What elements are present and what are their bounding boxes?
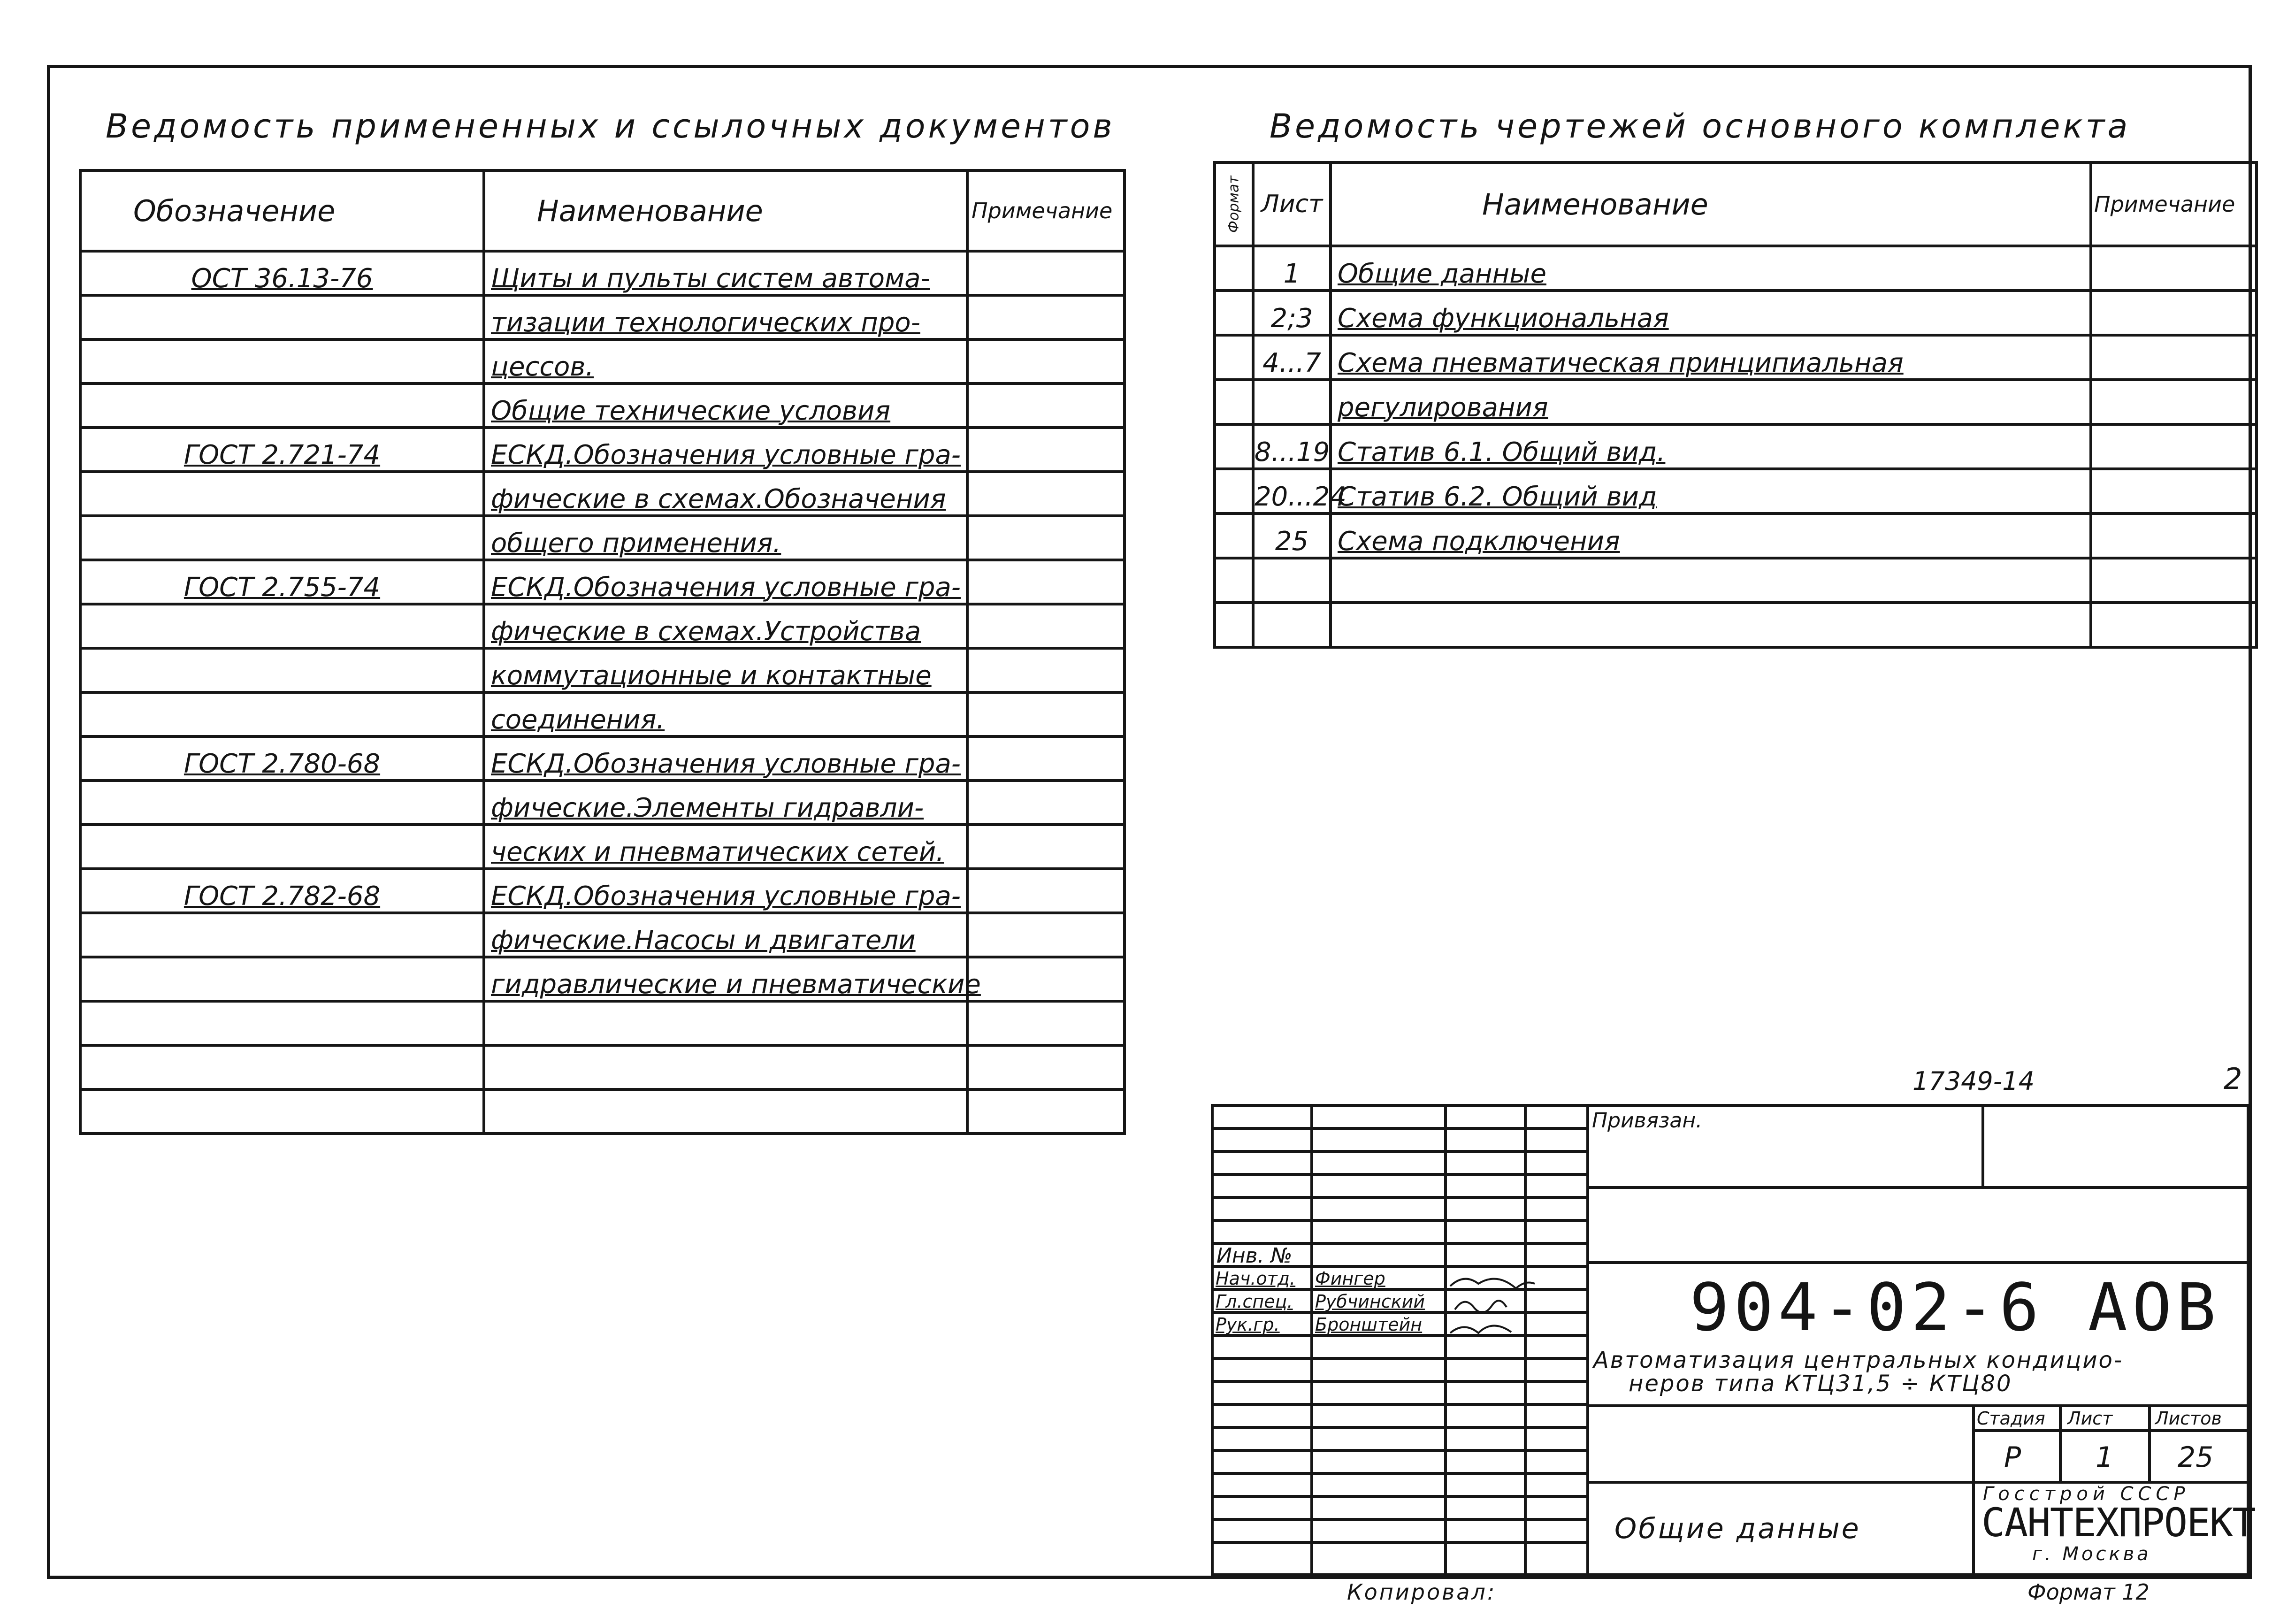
col-header-sheet: Лист [1253, 162, 1331, 246]
drawing-name: Статив 6.1. Общий вид. [1338, 437, 1666, 467]
document-name: ЕСКД.Обозначения условные гра- [491, 572, 961, 603]
document-name: фические в схемах.Обозначения [491, 484, 946, 514]
document-designation: ГОСТ 2.721-74 [184, 440, 381, 470]
document-name: соединения. [491, 705, 665, 735]
document-name: гидравлические и пневматические [491, 969, 981, 1000]
sheet-name: Общие данные [1614, 1512, 1861, 1545]
linked-label: Привязан. [1592, 1109, 1703, 1133]
col-header-format: Формат [1215, 162, 1253, 246]
sheet-label: Лист [2067, 1408, 2113, 1429]
sheets-value: 25 [2178, 1441, 2214, 1474]
document-name: тизации технологических про- [491, 307, 920, 338]
signer-role-2: Гл.спец. [1216, 1291, 1293, 1312]
drawing-name: Схема пневматическая принципиальная [1338, 348, 1904, 378]
drawing-sheet: 8...19 [1253, 424, 1331, 469]
document-name: фические в схемах.Устройства [491, 616, 921, 647]
project-title-line-2: неров типа КТЦ31,5 ÷ КТЦ80 [1629, 1371, 2012, 1397]
document-name: Общие технические условия [491, 396, 891, 426]
document-name: фические.Насосы и двигатели [491, 925, 916, 956]
col-header-name: Наименование [484, 170, 967, 251]
signer-name-2: Рубчинский [1315, 1291, 1425, 1312]
drawing-sheet: 2;3 [1253, 291, 1331, 335]
document-name: цессов. [491, 352, 594, 382]
col-header-note: Примечание [967, 170, 1125, 251]
col-header-drawing-note: Примечание [2091, 162, 2257, 246]
document-designation: ГОСТ 2.755-74 [184, 572, 381, 603]
sheets-label: Листов [2155, 1408, 2222, 1429]
drawing-sheet: 1 [1253, 246, 1331, 291]
stage-label: Стадия [1977, 1408, 2045, 1429]
document-designation: ОСТ 36.13-76 [191, 263, 373, 294]
drawing-name: Общие данные [1338, 259, 1546, 289]
drawing-name: Схема функциональная [1338, 303, 1669, 334]
organization-city: г. Москва [2032, 1543, 2151, 1565]
inventory-number-label: Инв. № [1216, 1244, 1293, 1268]
document-designation: ГОСТ 2.780-68 [184, 749, 381, 779]
copied-by-label: Копировал: [1347, 1579, 1497, 1605]
signer-name-3: Бронштейн [1315, 1314, 1423, 1335]
drawing-name: регулирования [1338, 392, 1548, 423]
document-designation: ГОСТ 2.782-68 [184, 881, 381, 912]
format-label: Формат 12 [2027, 1579, 2150, 1605]
document-name: общего применения. [491, 528, 781, 559]
drawing-name: Схема подключения [1338, 526, 1620, 557]
signer-role-1: Нач.отд. [1216, 1268, 1296, 1289]
sheet-value: 1 [2096, 1441, 2114, 1474]
document-name: Щиты и пульты систем автома- [491, 263, 930, 294]
left-table-title: Ведомость примененных и ссылочных документов [106, 107, 1115, 146]
col-header-designation: Обозначение [80, 170, 484, 251]
organization-name: САНТЕХПРОЕКТ [1981, 1500, 2255, 1546]
page-number: 2 [2224, 1062, 2242, 1096]
project-code: 904-02-6 АОВ [1690, 1270, 2221, 1346]
signature-marks [1450, 1279, 1535, 1333]
document-name: ЕСКД.Обозначения условные гра- [491, 440, 961, 470]
signer-role-3: Рук.гр. [1216, 1314, 1280, 1335]
stage-value: Р [2004, 1441, 2021, 1474]
drawing-sheet: 25 [1253, 513, 1331, 558]
col-header-drawing-name: Наименование [1331, 162, 2091, 246]
organization-line-1: Госстрой СССР [1983, 1483, 2190, 1505]
document-number: 17349-14 [1912, 1066, 2035, 1096]
document-name: фические.Элементы гидравли- [491, 793, 924, 823]
document-name: ЕСКД.Обозначения условные гра- [491, 881, 961, 912]
document-name: ЕСКД.Обозначения условные гра- [491, 749, 961, 779]
drawing-name: Статив 6.2. Общий вид [1338, 482, 1657, 512]
right-table-title: Ведомость чертежей основного комплекта [1270, 107, 2131, 146]
signer-name-1: Фингер [1315, 1268, 1385, 1289]
drawing-sheet: 4...7 [1253, 335, 1331, 380]
project-title-line-1: Автоматизация центральных кондицио- [1593, 1347, 2124, 1373]
document-name: ческих и пневматических сетей. [491, 837, 944, 867]
document-name: коммутационные и контактные [491, 660, 932, 691]
drawing-sheet: 20...24 [1253, 469, 1331, 513]
